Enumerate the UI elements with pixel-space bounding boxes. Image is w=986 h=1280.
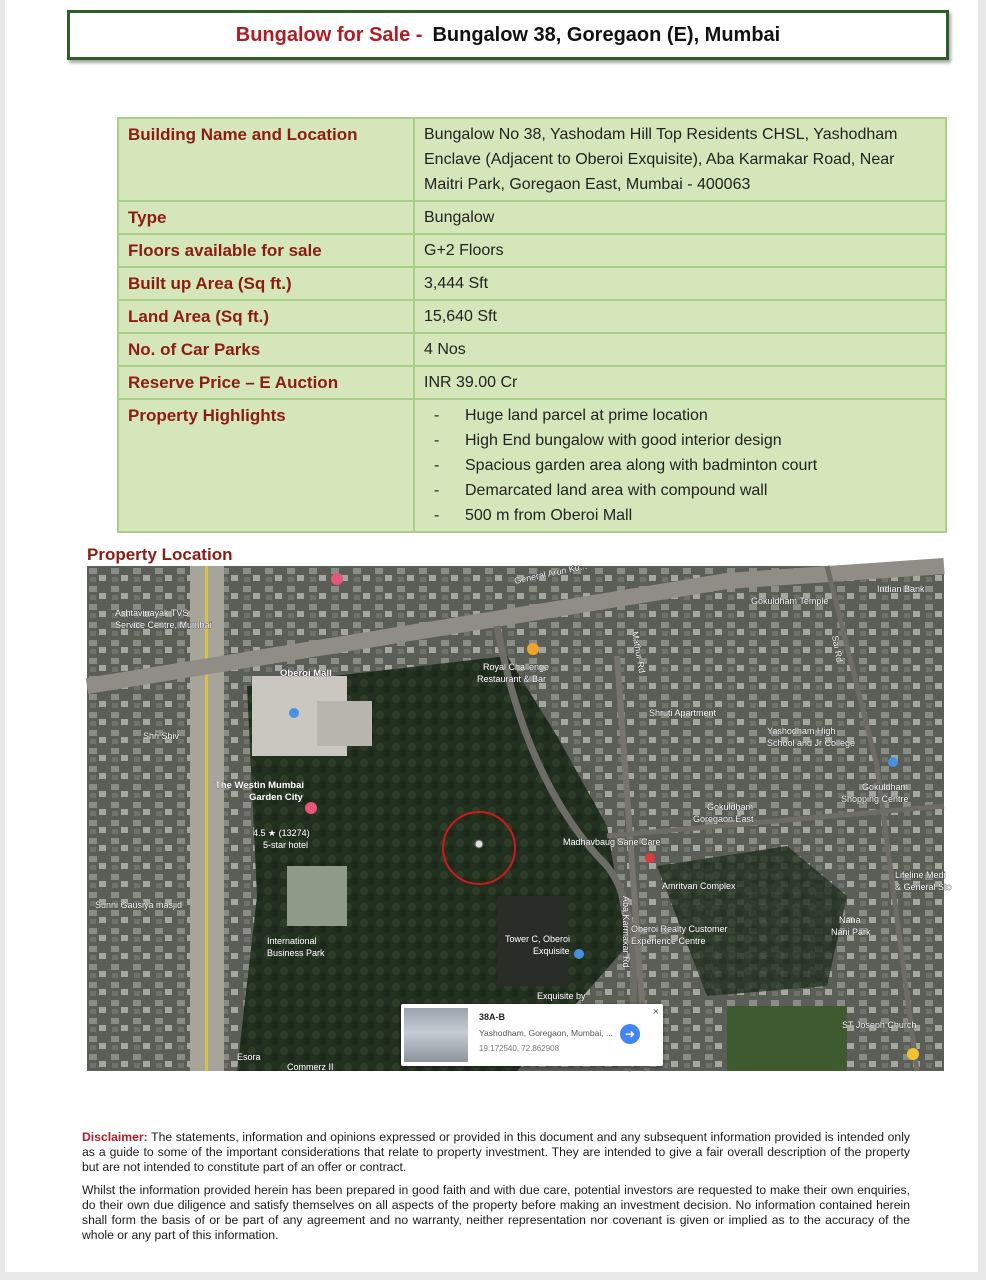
row-value: INR 39.00 Cr [414, 366, 946, 399]
list-item: - High End bungalow with good interior design [424, 428, 936, 453]
row-value: 3,444 Sft [414, 267, 946, 300]
property-details-table [117, 117, 947, 533]
clinic-pin-icon[interactable] [645, 853, 655, 863]
pegman-icon[interactable] [907, 1048, 919, 1060]
row-label: No. of Car Parks [118, 333, 414, 366]
map-label: Ashtavinayak TVS [115, 608, 189, 618]
map-label: Gokuldham [707, 802, 754, 812]
hotel-pin-icon[interactable] [305, 802, 317, 814]
map-label: Shopping Centre [841, 794, 909, 804]
map-label: Aba Karmakar Rd [621, 896, 631, 968]
location-info-card[interactable] [401, 1004, 663, 1066]
map-label: Amritvan Complex [662, 881, 736, 891]
map-label: 4.5 ★ (13274) [253, 828, 310, 838]
highlights-label: Property Highlights [118, 399, 414, 532]
map-label: Gokuldham [862, 782, 909, 792]
close-icon[interactable]: × [652, 1006, 659, 1018]
map-label: General Arun Ku... [513, 560, 588, 586]
table-row [118, 300, 946, 333]
map-label: Experience Centre [631, 936, 706, 946]
satellite-map[interactable] [87, 560, 952, 1072]
map-label: Business Park [267, 948, 325, 958]
map-label: Esora [237, 1052, 261, 1062]
mall-annex [317, 701, 372, 746]
location-pin-icon[interactable] [475, 840, 483, 848]
sports-field [727, 1006, 847, 1071]
list-item: - Demarcated land area with compound wall [424, 478, 936, 503]
row-label: Floors available for sale [118, 234, 414, 267]
mall-pin-icon[interactable] [888, 757, 898, 767]
row-label: Built up Area (Sq ft.) [118, 267, 414, 300]
page-title [67, 10, 949, 60]
highlight-text: Demarcated land area with compound wall [465, 482, 768, 499]
map-label: Madhavbaug Sane Care [563, 837, 661, 847]
row-value: G+2 Floors [414, 234, 946, 267]
map-label: Lifeline Medi [895, 870, 946, 880]
card-coordinates: 19.172540, 72.862908 [479, 1044, 560, 1053]
poi-pin-icon[interactable] [331, 573, 343, 585]
disclaimer-paragraph [82, 1130, 910, 1175]
map-label: The Westin Mumbai [215, 780, 305, 791]
highlight-text: High End bungalow with good interior design [465, 432, 782, 449]
row-label: Land Area (Sq ft.) [118, 300, 414, 333]
table-row [118, 399, 946, 532]
map-label: Restaurant & Bar [477, 674, 547, 684]
map-label: Goregaon East [693, 814, 754, 824]
card-title: 38A-B [479, 1012, 506, 1022]
directions-icon[interactable]: ➜ [620, 1024, 640, 1044]
table-row [118, 267, 946, 300]
map-label: Exquisite [533, 946, 570, 956]
highlights-cell [414, 399, 946, 532]
shopping-pin-icon[interactable] [289, 708, 299, 718]
row-label: Type [118, 201, 414, 234]
map-label: Garden City [249, 792, 303, 803]
table-row [118, 366, 946, 399]
map-label: Mathur Rd [630, 630, 648, 674]
property-location-heading: Property Location [87, 545, 233, 564]
list-item: - Spacious garden area along with badminton court [424, 453, 936, 478]
title-prefix: Bungalow for Sale - [235, 23, 423, 46]
highlight-text: Huge land parcel at prime location [465, 407, 708, 424]
table-row [118, 118, 946, 201]
highlights-list [424, 403, 936, 528]
map-label: 5-star hotel [263, 840, 309, 850]
highway-divider [205, 566, 208, 1071]
map-label: School and Jr College [767, 738, 856, 748]
westin-pool-area [287, 866, 347, 926]
row-label: Reserve Price – E Auction [118, 366, 414, 399]
map-label: Shri Shiv [143, 731, 180, 741]
row-label: Building Name and Location [118, 118, 414, 201]
card-address: Yashodham, Goregaon, Mumbai, ... [479, 1028, 614, 1038]
row-value: Bungalow [414, 201, 946, 234]
disclaimer-paragraph-2: Whilst the information provided herein has been prepared in good faith and with due care, potential investors are requested to make their own enquiries, do their own due diligence and satisfy themselves on all aspects of the property before making an investment decision. No information contained herein shall form the basis of or be part of any agreement and no warranty, neither representation nor covenant is given or implied as to the accuracy of the whole or any part of this information. [82, 1183, 910, 1242]
map-label: Sai Rd [830, 634, 845, 663]
map-label: Exquisite by [537, 991, 586, 1001]
table-row [118, 234, 946, 267]
map-label: Oberoi Mall [280, 668, 332, 679]
map-canvas [87, 560, 952, 1072]
table-row [118, 201, 946, 234]
row-value: Bungalow No 38, Yashodam Hill Top Residents CHSL, Yashodham Enclave (Adjacent to Oberoi Exquisite), Aba Karmakar Road, Near Maitri Park, Goregaon East, Mumbai - 400063 [414, 118, 946, 201]
highlight-text: 500 m from Oberoi Mall [465, 507, 633, 524]
map-label: Sunni Gausiya masjid [95, 900, 183, 910]
tower-pin-icon[interactable] [574, 949, 584, 959]
row-value: 4 Nos [414, 333, 946, 366]
map-label: International [267, 936, 317, 946]
document-page [5, 0, 978, 1272]
map-label: & General Sto [895, 882, 952, 892]
list-item: - Huge land parcel at prime location [424, 403, 936, 428]
title-property: Bungalow 38, Goregaon (E), Mumbai [432, 23, 781, 46]
table-row [118, 333, 946, 366]
map-label: ST Joseph Church [842, 1020, 917, 1030]
list-item: - 500 m from Oberoi Mall [424, 503, 936, 528]
map-label: Gokuldham Temple [751, 596, 829, 606]
highlight-text: Spacious garden area along with badminton court [465, 457, 818, 474]
map-label: Oberoi Realty Customer [631, 924, 728, 934]
map-label: Indian Bank [877, 584, 925, 594]
map-label: Tower C, Oberoi [505, 934, 571, 944]
map-label: Yashodham High [767, 726, 836, 736]
row-value: 15,640 Sft [414, 300, 946, 333]
building-thumbnail [404, 1008, 468, 1062]
disclaimer-label: Disclaimer: [82, 1130, 148, 1144]
map-label: Nani Park [831, 927, 871, 937]
map-label: Royal Challenge [483, 662, 550, 672]
restaurant-pin-icon[interactable] [527, 643, 539, 655]
map-label: Nana [839, 915, 861, 925]
disclaimer-text: The statements, information and opinions expressed or provided in this document and any subsequent information provided is intended only as a guide to some of the important considerations that relate to property investment. They are intended to give a fair overall description of the property but are not intended to constitute part of an offer or contract. [82, 1130, 910, 1174]
map-label: Commerz II [287, 1062, 334, 1072]
map-label: Shruti Apartment [649, 708, 717, 718]
map-label: Service Centre, Mumbai [115, 620, 212, 630]
